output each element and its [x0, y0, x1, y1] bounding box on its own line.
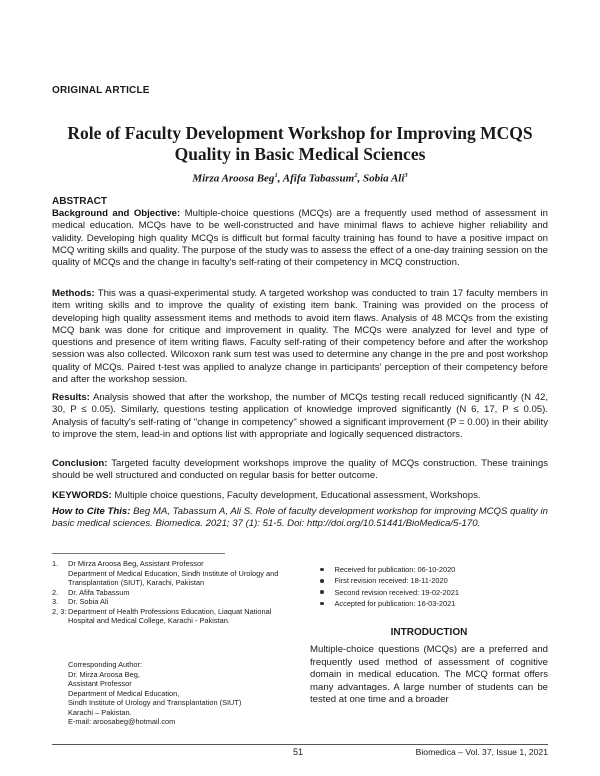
- affiliation-number: [52, 569, 68, 588]
- bullet-icon: [320, 590, 324, 594]
- corresponding-line: Corresponding Author:: [68, 660, 142, 669]
- date-text: Accepted for publication: 16-03-2021: [334, 598, 456, 608]
- bullet-icon: [320, 579, 324, 583]
- corresponding-email: E-mail: aroosabeg@hotmail.com: [68, 717, 176, 726]
- affiliation-number: 2.: [52, 587, 59, 597]
- bullet-icon: [320, 568, 324, 572]
- abstract-results: [52, 392, 548, 441]
- affiliation-text: Dr. Sobia Ali: [68, 597, 109, 606]
- methods-text: This was a quasi-experimental study. A targeted workshop was conducted to train 17 faculty members in item writing skills and to improve the quality of existing item bank. Training was provided on the process of developing high quality assessment items and methods to avoid item flaws. Analysis of 48 MCQs from the existing MCQ bank was done for critique and improvement in quality. The MCQs were analyzed for level and type of questions and presence of item writing flaws. Faculty self-rating of their competency before and after the workshop session was also collected. Wilcoxon rank sum test was used to determine any change in the pre and post workshop quality of MCQs. Paired t-test was applied to analyze change in participants' perception of their competency before and after the workshop session.: [52, 288, 548, 386]
- cite-label: How to Cite This:: [52, 506, 131, 517]
- date-text: Received for publication: 06-10-2020: [334, 565, 456, 574]
- author-sup: 1: [274, 172, 278, 179]
- abstract-methods: [52, 288, 548, 386]
- how-to-cite: [52, 506, 548, 531]
- title-line-1: Role of Faculty Development Workshop for Improving MCQS: [67, 123, 533, 143]
- affiliation-number: 2, 3:: [52, 606, 67, 616]
- bullet-icon: [320, 602, 324, 606]
- keywords-text: Multiple choice questions, Faculty development, Educational assessment, Workshops.: [114, 490, 481, 501]
- date-item: [320, 587, 560, 598]
- affiliation-text: Dr. Afifa Tabassum: [68, 587, 130, 597]
- affiliations: [52, 559, 297, 626]
- background-label: Background and Objective:: [52, 208, 181, 219]
- abstract-heading: ABSTRACT: [52, 196, 107, 207]
- conclusion-text: Targeted faculty development workshops improve the quality of MCQs construction. These trainings should be well structured and conducted on regular basis for better outcome.: [52, 458, 548, 482]
- article-title: [40, 123, 560, 165]
- introduction-text: Multiple-choice questions (MCQs) are a preferred and frequently used method of assessment of cognitive domain in medical education. The MCQ format offers many advantages. A large number of students can be tested at one time and a broader: [310, 644, 548, 706]
- title-line-2: Quality in Basic Medical Sciences: [174, 144, 426, 164]
- conclusion-label: Conclusion:: [52, 458, 108, 469]
- publication-dates: [320, 564, 560, 609]
- affiliation-number: 3.: [52, 597, 59, 606]
- corresponding-author: [68, 660, 298, 727]
- keywords-label: KEYWORDS:: [52, 490, 112, 501]
- author-name: Mirza Aroosa Beg: [192, 172, 275, 185]
- author-sep: ,: [277, 172, 283, 185]
- corresponding-line: Sindh Institute of Urology and Transplantation (SIUT): [68, 698, 242, 707]
- abstract-background: [52, 208, 548, 269]
- corresponding-line: Assistant Professor: [68, 679, 132, 688]
- affiliation-text: Department of Medical Education, Sindh Institute of Urology and Transplantation (SIUT), Karachi, Pakistan: [68, 568, 279, 587]
- affiliation-number: 1.: [52, 559, 59, 568]
- footer-divider: [52, 744, 548, 745]
- affiliation-row: [52, 588, 297, 598]
- author-name: Sobia Ali: [362, 172, 405, 185]
- affiliation-row: [52, 607, 297, 626]
- date-item: [320, 598, 560, 609]
- footnote-divider: [52, 553, 225, 554]
- date-text: First revision received: 18-11-2020: [334, 576, 448, 586]
- methods-label: Methods:: [52, 288, 95, 299]
- affiliation-text: Dr Mirza Aroosa Beg, Assistant Professor: [68, 559, 204, 568]
- cite-text: Beg MA, Tabassum A, Ali S. Role of faculty development workshop for improving MCQS quality in basic medical sciences. Biomedica. 2021; 37 (1): 51-5. Doi: http://doi.org/10.51441/BioMedica/5-170.: [52, 506, 548, 530]
- affiliation-row: [52, 569, 297, 588]
- date-item: [320, 575, 560, 586]
- author-sep: ,: [357, 172, 363, 185]
- affiliation-row: [52, 559, 297, 569]
- results-text: Analysis showed that after the workshop, the number of MCQs testing recall reduced significantly (N 42, 30, P ≤ 0.05). Similarly, questions testing application of knowledge improved significantly (N 6, 17, P ≤ 0.05). Analysis of faculty's self-rating of "change in competency" showed a significant improvement (P = 0.00) in their ability to improve the stem, lead-in and options list with appropriate and logically sequenced distractors.: [52, 392, 548, 440]
- keywords: [52, 490, 548, 502]
- background-text: Multiple-choice questions (MCQs) are a frequently used method of assessment in medical education. MCQs have to be well-constructed and have minimal flaws to achieve higher reliability and validity. Developing high quality MCQs is difficult but formal faculty training has found to have a positive impact on MCQ writing skills and quality. The purpose of the study was to assess the effect of a one-day training session on the quality of MCQs and the change in faculty's self-rating of their competency in MCQ construction.: [52, 208, 549, 269]
- article-type: ORIGINAL ARTICLE: [52, 85, 150, 96]
- affiliation-row: [52, 597, 297, 607]
- date-text: Second revision received: 19-02-2021: [334, 587, 459, 597]
- corresponding-line: Karachi – Pakistan.: [68, 707, 132, 717]
- date-item: [320, 564, 560, 575]
- author-sup: 3: [404, 172, 408, 179]
- results-label: Results:: [52, 392, 90, 403]
- author-name: Afifa Tabassum: [282, 172, 355, 185]
- abstract-conclusion: [52, 458, 548, 483]
- corresponding-line: Department of Medical Education,: [68, 688, 180, 698]
- corresponding-line: Dr. Mirza Aroosa Beg,: [68, 669, 140, 679]
- author-list: [40, 172, 560, 185]
- author-sup: 2: [354, 172, 358, 179]
- journal-citation: Biomedica – Vol. 37, Issue 1, 2021: [415, 747, 548, 757]
- introduction-heading: INTRODUCTION: [390, 627, 468, 638]
- affiliation-text: Department of Health Professions Education, Liaquat National Hospital and Medical College, Karachi - Pakistan.: [68, 606, 272, 625]
- page-number: 51: [293, 747, 304, 757]
